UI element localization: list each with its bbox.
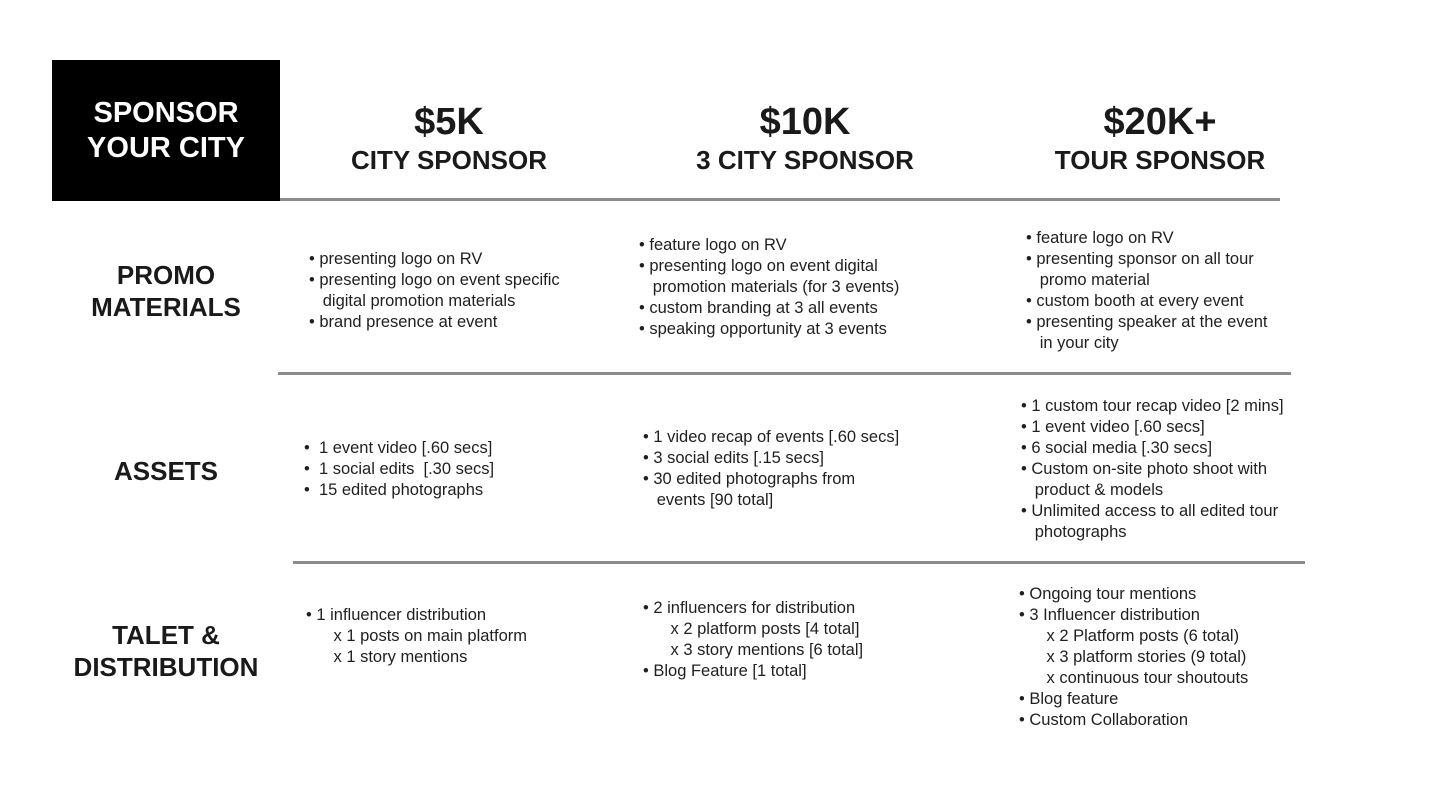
cell-assets-city bbox=[304, 438, 494, 501]
list-item: • Blog Feature [1 total] bbox=[643, 662, 807, 680]
list-item: x 1 posts on main platform bbox=[306, 627, 528, 645]
list-item: photographs bbox=[1021, 523, 1127, 541]
list-item: • 6 social media [.30 secs] bbox=[1021, 439, 1213, 457]
list-item: • Unlimited access to all edited tour bbox=[1021, 502, 1279, 520]
list-item: • 2 influencers for distribution bbox=[643, 599, 856, 617]
list-item: • 30 edited photographs from bbox=[643, 470, 856, 488]
cell-distribution-city bbox=[306, 605, 527, 668]
list-item: in your city bbox=[1026, 334, 1119, 352]
row-label-line: DISTRIBUTION bbox=[73, 652, 259, 682]
list-item: promotion materials (for 3 events) bbox=[639, 278, 900, 296]
list-item: • Custom on-site photo shoot with bbox=[1021, 460, 1268, 478]
list-item: x 1 story mentions bbox=[306, 648, 468, 666]
list-item: product & models bbox=[1021, 481, 1164, 499]
list-item: • Blog feature bbox=[1019, 690, 1119, 708]
list-item: x 2 Platform posts (6 total) bbox=[1019, 627, 1240, 645]
divider-promo bbox=[278, 372, 1291, 375]
list-item: • Custom Collaboration bbox=[1019, 711, 1189, 729]
cell-promo-3-city bbox=[639, 235, 899, 340]
cell-distribution-3-city bbox=[643, 598, 863, 682]
divider-header bbox=[280, 198, 1280, 201]
list-item: • brand presence at event bbox=[309, 313, 498, 331]
row-label-line: MATERIALS bbox=[91, 292, 241, 322]
list-item: x 2 platform posts [4 total] bbox=[643, 620, 860, 638]
cell-promo-tour bbox=[1026, 228, 1268, 354]
list-item: • 1 custom tour recap video [2 mins] bbox=[1021, 397, 1284, 415]
list-item: • presenting logo on event digital bbox=[639, 257, 878, 275]
cell-assets-tour bbox=[1021, 396, 1284, 543]
list-item: • presenting logo on event specific bbox=[309, 271, 560, 289]
row-label-distribution bbox=[56, 619, 276, 683]
tier-name: 3 CITY SPONSOR bbox=[696, 145, 914, 175]
list-item: • 1 video recap of events [.60 secs] bbox=[643, 428, 900, 446]
cell-promo-city bbox=[309, 249, 560, 333]
list-item: • feature logo on RV bbox=[639, 236, 787, 254]
divider-assets bbox=[293, 561, 1305, 564]
title-line-1: SPONSOR bbox=[93, 96, 239, 129]
title-box bbox=[52, 60, 280, 201]
list-item: • 1 event video [.60 secs] bbox=[304, 439, 493, 457]
row-label-promo-materials bbox=[56, 259, 276, 323]
tier-price: $20K+ bbox=[1103, 101, 1217, 143]
list-item: • presenting logo on RV bbox=[309, 250, 483, 268]
tier-header-tour bbox=[1000, 100, 1320, 176]
list-item: promo material bbox=[1026, 271, 1150, 289]
list-item: x continuous tour shoutouts bbox=[1019, 669, 1249, 687]
row-label-line: PROMO bbox=[116, 260, 216, 290]
list-item: x 3 platform stories (9 total) bbox=[1019, 648, 1247, 666]
tier-header-city bbox=[289, 100, 609, 176]
list-item: • custom branding at 3 all events bbox=[639, 299, 878, 317]
list-item: • 1 social edits [.30 secs] bbox=[304, 460, 495, 478]
list-item: • speaking opportunity at 3 events bbox=[639, 320, 887, 338]
list-item: • presenting speaker at the event bbox=[1026, 313, 1268, 331]
list-item: • Ongoing tour mentions bbox=[1019, 585, 1197, 603]
cell-distribution-tour bbox=[1019, 584, 1248, 731]
tier-name: CITY SPONSOR bbox=[350, 145, 547, 175]
list-item: events [90 total] bbox=[643, 491, 774, 509]
list-item: • custom booth at every event bbox=[1026, 292, 1244, 310]
cell-assets-3-city bbox=[643, 427, 899, 511]
list-item: • 3 Influencer distribution bbox=[1019, 606, 1200, 624]
tier-name: TOUR SPONSOR bbox=[1054, 145, 1266, 175]
list-item: digital promotion materials bbox=[309, 292, 516, 310]
list-item: • 3 social edits [.15 secs] bbox=[643, 449, 824, 467]
row-label-assets bbox=[56, 455, 276, 487]
list-item: • 15 edited photographs bbox=[304, 481, 484, 499]
row-label-line: ASSETS bbox=[113, 456, 219, 486]
list-item: • 1 event video [.60 secs] bbox=[1021, 418, 1205, 436]
tier-header-3-city bbox=[645, 100, 965, 176]
tier-price: $10K bbox=[759, 101, 851, 143]
list-item: • presenting sponsor on all tour bbox=[1026, 250, 1254, 268]
list-item: • 1 influencer distribution bbox=[306, 606, 487, 624]
list-item: • feature logo on RV bbox=[1026, 229, 1174, 247]
row-label-line: TALET & bbox=[112, 620, 220, 650]
tier-price: $5K bbox=[414, 101, 484, 143]
title-line-2: YOUR CITY bbox=[87, 131, 245, 164]
list-item: x 3 story mentions [6 total] bbox=[643, 641, 864, 659]
